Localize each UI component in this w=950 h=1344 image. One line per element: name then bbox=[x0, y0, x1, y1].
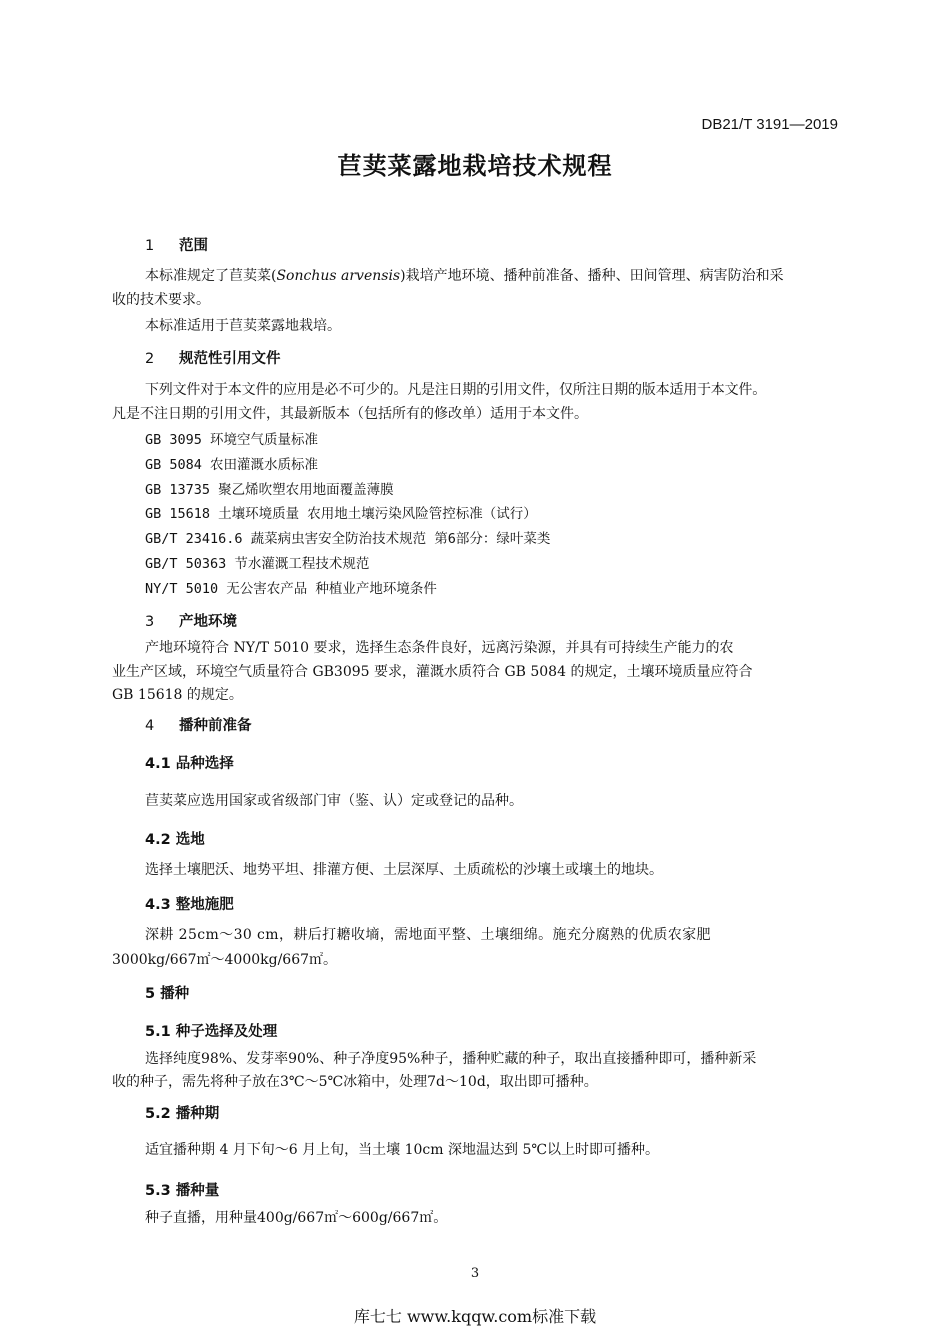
section-2-title: 规范性引用文件 bbox=[179, 351, 281, 367]
section-1-paragraph-1-line-1 bbox=[145, 264, 784, 288]
section-2-heading bbox=[145, 347, 281, 368]
section-4-heading bbox=[145, 714, 252, 735]
reference-item: GB 15618 土壤环境质量 农用地土壤污染风险管控标准（试行） bbox=[145, 506, 537, 522]
section-5-3-heading: 5.3 播种量 bbox=[145, 1183, 220, 1199]
section-1-paragraph-1-line-2: 收的技术要求。 bbox=[112, 292, 210, 308]
section-3-number: 3 bbox=[145, 614, 155, 630]
document-number: DB21/T 3191—2019 bbox=[701, 116, 838, 133]
section-4-3-line-2: 3000kg/667㎡～4000kg/667㎡。 bbox=[112, 952, 338, 968]
reference-item: NY/T 5010 无公害农产品 种植业产地环境条件 bbox=[145, 581, 437, 597]
reference-item: GB/T 50363 节水灌溉工程技术规范 bbox=[145, 556, 370, 572]
section-5-1-line-1: 选择纯度98%、发芽率90%、种子净度95%种子，播种贮藏的种子，取出直接播种即可，播种新采 bbox=[145, 1051, 757, 1067]
reference-item: GB 13735 聚乙烯吹塑农用地面覆盖薄膜 bbox=[145, 482, 394, 498]
text-segment: )栽培产地环境、播种前准备、播种、田间管理、病害防治和采 bbox=[400, 268, 784, 284]
section-3-line-3: GB 15618 的规定。 bbox=[112, 687, 243, 703]
section-5-1-line-2: 收的种子，需先将种子放在3℃～5℃冰箱中，处理7d～10d，取出即可播种。 bbox=[112, 1074, 598, 1090]
section-5-3-text: 种子直播，用种量400g/667㎡～600g/667㎡。 bbox=[145, 1210, 448, 1226]
page-number: 3 bbox=[470, 1266, 480, 1281]
reference-item: GB 3095 环境空气质量标准 bbox=[145, 432, 319, 448]
section-1-title: 范围 bbox=[179, 238, 208, 254]
section-5-2-heading: 5.2 播种期 bbox=[145, 1106, 220, 1122]
section-2-number: 2 bbox=[145, 351, 155, 367]
section-3-title: 产地环境 bbox=[179, 614, 237, 630]
section-4-2-text: 选择土壤肥沃、地势平坦、排灌方便、土层深厚、土质疏松的沙壤土或壤土的地块。 bbox=[145, 862, 663, 878]
section-4-title: 播种前准备 bbox=[179, 718, 252, 734]
section-4-3-heading: 4.3 整地施肥 bbox=[145, 897, 234, 913]
reference-item: GB/T 23416.6 蔬菜病虫害安全防治技术规范 第6部分：绿叶菜类 bbox=[145, 531, 551, 547]
section-4-number: 4 bbox=[145, 718, 155, 734]
reference-item: GB 5084 农田灌溉水质标准 bbox=[145, 457, 319, 473]
section-3-heading bbox=[145, 610, 237, 631]
section-5-heading: 5 播种 bbox=[145, 986, 190, 1002]
footer-watermark: 库七七 www.kqqw.com标准下载 bbox=[353, 1307, 597, 1326]
section-5-2-text: 适宜播种期 4 月下旬～6 月上旬，当土壤 10cm 深地温达到 5℃以上时即可播种。 bbox=[145, 1142, 660, 1158]
page-title: 苣荬菜露地栽培技术规程 bbox=[337, 152, 613, 180]
latin-name: Sonchus arvensis bbox=[276, 268, 401, 284]
section-4-1-heading: 4.1 品种选择 bbox=[145, 756, 234, 772]
section-1-number: 1 bbox=[145, 238, 155, 254]
section-3-line-2: 业生产区域，环境空气质量符合 GB3095 要求，灌溉水质符合 GB 5084 的规定，土壤环境质量应符合 bbox=[112, 664, 753, 680]
text-segment: 本标准规定了苣荬菜( bbox=[145, 268, 277, 284]
section-1-heading bbox=[145, 234, 208, 255]
section-2-paragraph-line-2: 凡是不注日期的引用文件，其最新版本（包括所有的修改单）适用于本文件。 bbox=[112, 406, 588, 422]
section-2-paragraph-line-1: 下列文件对于本文件的应用是必不可少的。凡是注日期的引用文件，仅所注日期的版本适用于本文件。 bbox=[145, 382, 766, 398]
section-5-1-heading: 5.1 种子选择及处理 bbox=[145, 1024, 278, 1040]
section-4-1-text: 苣荬菜应选用国家或省级部门审（鉴、认）定或登记的品种。 bbox=[145, 793, 523, 809]
section-4-2-heading: 4.2 选地 bbox=[145, 832, 205, 848]
section-4-3-line-1: 深耕 25cm～30 cm，耕后打耱收墒，需地面平整、土壤细绵。施充分腐熟的优质农家肥 bbox=[145, 927, 711, 943]
section-3-line-1: 产地环境符合 NY/T 5010 要求，选择生态条件良好，远离污染源，并具有可持续生产能力的农 bbox=[145, 640, 734, 656]
section-1-paragraph-2: 本标准适用于苣荬菜露地栽培。 bbox=[145, 318, 341, 334]
